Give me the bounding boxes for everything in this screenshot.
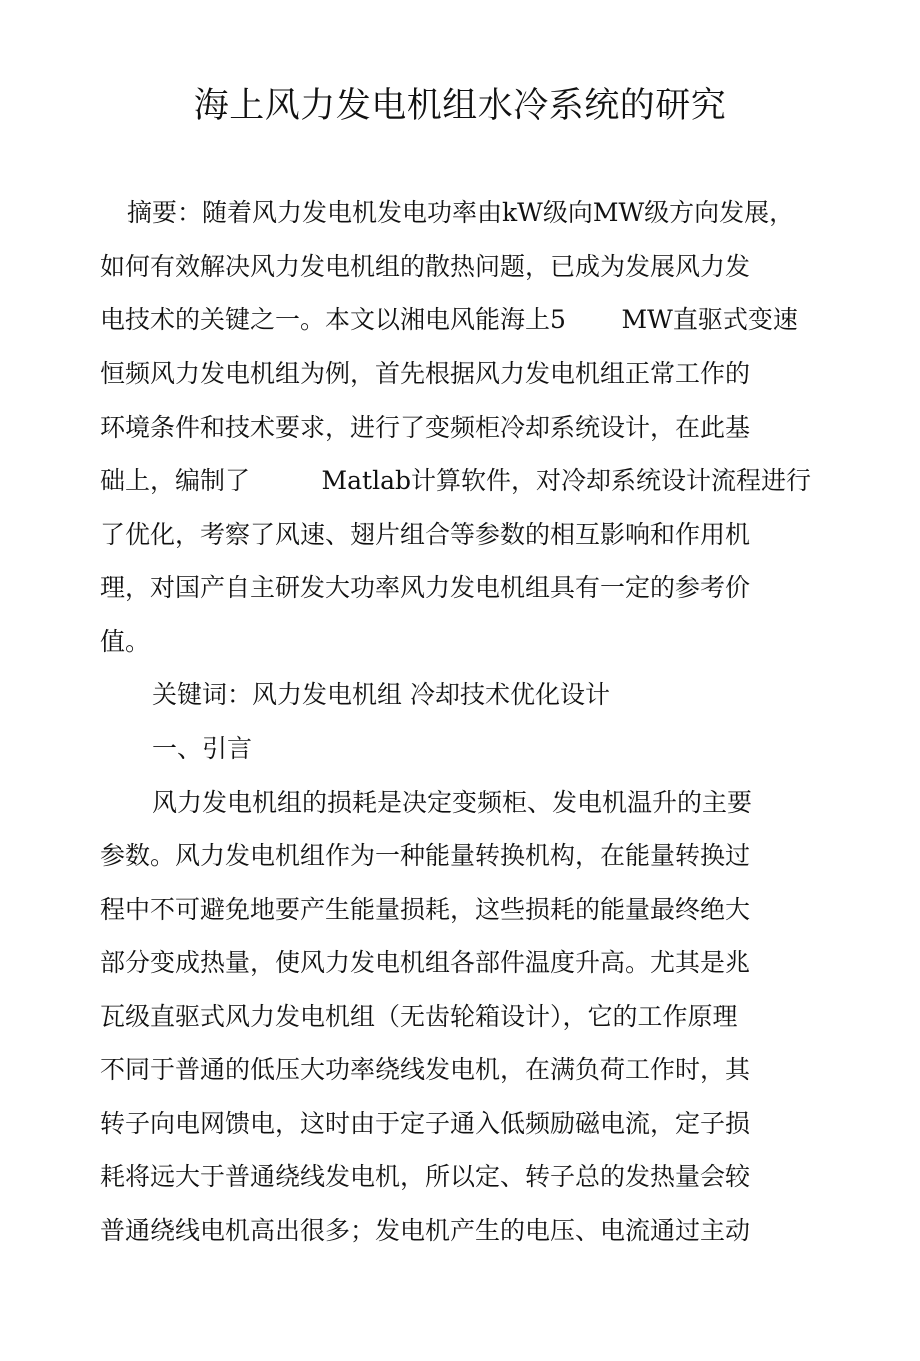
abstract-line: 础上，编制了 Matlab计算软件，对冷却系统设计流程进行 xyxy=(100,466,811,495)
body-line: 转子向电网馈电，这时由于定子通入低频励磁电流，定子损 xyxy=(100,1109,751,1138)
body-line: 程中不可避免地要产生能量损耗，这些损耗的能量最终绝大 xyxy=(100,895,751,924)
abstract-line: 摘要：随着风力发电机发电功率由kW级向MW级方向发展， xyxy=(127,198,795,227)
body-line: 耗将远大于普通绕线发电机，所以定、转子总的发热量会较 xyxy=(100,1162,751,1191)
document-title: 海上风力发电机组水冷系统的研究 xyxy=(193,86,727,126)
body-line: 风力发电机组的损耗是决定变频柜、发电机温升的主要 xyxy=(152,788,753,817)
body-line: 部分变成热量，使风力发电机组各部件温度升高。尤其是兆 xyxy=(100,948,751,977)
abstract-line: 理，对国产自主研发大功率风力发电机组具有一定的参考价 xyxy=(100,573,751,602)
abstract-line: 电技术的关键之一。本文以湘电风能海上5 MW直驱式变速 xyxy=(100,305,798,334)
abstract-line: 值。 xyxy=(100,627,151,656)
body-line: 参数。风力发电机组作为一种能量转换机构，在能量转换过 xyxy=(100,841,751,870)
abstract-line: 恒频风力发电机组为例，首先根据风力发电机组正常工作的 xyxy=(100,359,751,388)
body-line: 普通绕线电机高出很多；发电机产生的电压、电流通过主动 xyxy=(100,1216,751,1245)
body-line: 瓦级直驱式风力发电机组（无齿轮箱设计），它的工作原理 xyxy=(100,1002,738,1031)
abstract-line: 了优化，考察了风速、翅片组合等参数的相互影响和作用机 xyxy=(100,520,751,549)
abstract-line: 环境条件和技术要求，进行了变频柜冷却系统设计，在此基 xyxy=(100,413,751,442)
abstract-line: 如何有效解决风力发电机组的散热问题，已成为发展风力发 xyxy=(100,252,751,281)
section-heading: 一、引言 xyxy=(152,734,253,763)
body-line: 不同于普通的低压大功率绕线发电机，在满负荷工作时，其 xyxy=(100,1055,751,1084)
keywords-line: 关键词：风力发电机组 冷却技术优化设计 xyxy=(152,680,610,709)
